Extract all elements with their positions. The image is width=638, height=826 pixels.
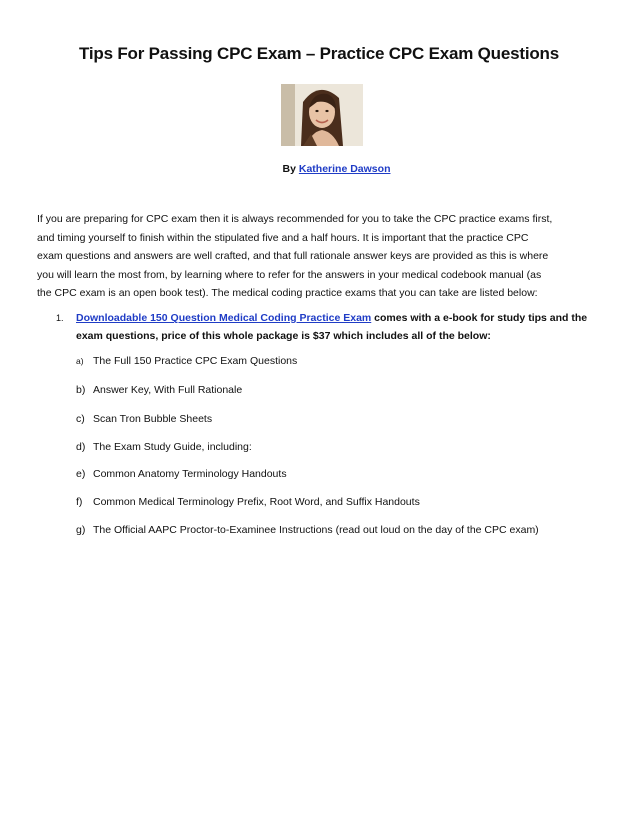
intro-line: you will learn the most from, by learning where to refer for the answers in your medical codebook manual (as: [37, 268, 542, 281]
list-item-description-line2: exam questions, price of this whole package is $37 which includes all of the below:: [76, 330, 491, 342]
sub-item-text: The Official AAPC Proctor-to-Examinee Instructions (read out loud on the day of the CPC exam): [93, 524, 539, 536]
sub-item-text: Answer Key, With Full Rationale: [93, 384, 243, 396]
sub-list-item: [76, 413, 212, 425]
sub-item-letter: g): [76, 524, 86, 536]
byline: [0, 163, 638, 175]
practice-exam-link[interactable]: Downloadable 150 Question Medical Coding Practice Exam: [76, 312, 372, 324]
list-item-description: comes with a e-book for study tips and the: [371, 312, 588, 324]
byline-prefix: By: [282, 163, 296, 175]
intro-line: the CPC exam is an open book test). The medical coding practice exams that you can take are listed below:: [37, 287, 538, 300]
sub-item-letter: e): [76, 468, 86, 480]
intro-line: exam questions and answers are well crafted, and that full rationale answer keys are provided as this is where: [37, 250, 549, 263]
author-photo: [281, 84, 363, 146]
intro-paragraph: [37, 210, 607, 303]
sub-list-item: [76, 496, 420, 508]
sub-item-text: Scan Tron Bubble Sheets: [93, 413, 213, 425]
sub-item-letter: b): [76, 384, 86, 396]
woman-portrait-image: [281, 84, 363, 146]
sub-item-text: Common Anatomy Terminology Handouts: [93, 468, 287, 480]
sub-list-item: [76, 355, 297, 367]
sub-item-text: Common Medical Terminology Prefix, Root Word, and Suffix Handouts: [93, 496, 420, 508]
page-title: Tips For Passing CPC Exam – Practice CPC Exam Questions: [79, 44, 559, 63]
sub-item-letter: f): [76, 496, 83, 508]
sub-list-item: [76, 441, 252, 453]
sub-item-letter: a): [76, 356, 84, 366]
list-item-text: [76, 309, 616, 345]
sub-list-item: [76, 468, 287, 480]
list-item-number: 1.: [56, 313, 64, 323]
sub-list-item: [76, 384, 242, 396]
sub-item-text: The Exam Study Guide, including:: [93, 441, 252, 453]
author-link[interactable]: Katherine Dawson: [298, 163, 391, 175]
intro-line: If you are preparing for CPC exam then it is always recommended for you to take the CPC practice exams first,: [37, 213, 553, 225]
sub-item-text: The Full 150 Practice CPC Exam Questions: [93, 355, 298, 367]
sub-item-letter: c): [76, 413, 85, 425]
sub-item-letter: d): [76, 441, 86, 453]
sub-list-item: [76, 524, 539, 536]
intro-line: and timing yourself to finish within the stipulated five and a half hours. It is important that the practice CPC: [37, 231, 529, 244]
